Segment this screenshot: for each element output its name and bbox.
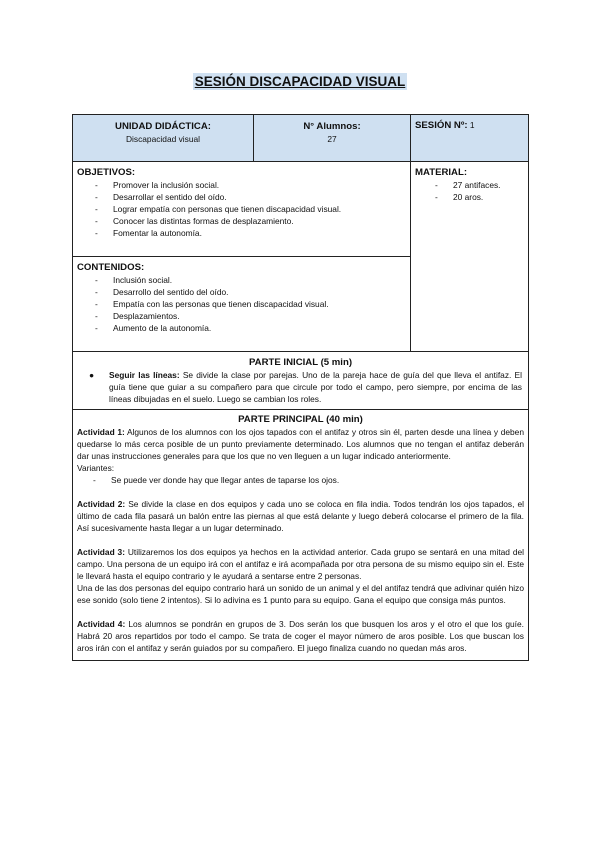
parte-inicial-row	[73, 352, 529, 410]
objetivos-list	[77, 179, 406, 239]
actividad-3	[77, 546, 524, 582]
parte-inicial-item	[87, 369, 522, 405]
list-item: - Desplazamientos.	[93, 310, 406, 322]
actividad-2-label: Actividad 2:	[77, 499, 126, 509]
unidad-cell	[73, 115, 254, 162]
actividad-2-text: Se divide la clase en dos equipos y cada uno se coloca en fila india. Todos tendrán los ojos tapados, el último de cada fila pasará un balón entre las piernas al que está delante y luego deberá colocarse el primero de la fila. Así sucesivamente hasta llegar a un lugar determinado.	[77, 499, 524, 533]
alumnos-value: 27	[327, 134, 337, 144]
spacer	[77, 534, 524, 546]
parte-principal-title: PARTE PRINCIPAL (40 min)	[238, 414, 363, 425]
header-row	[73, 115, 529, 162]
parte-inicial-text: Se divide la clase por parejas. Uno de la pareja hace de guía del que lleva el antifaz. El guía tiene que guiar a su compañero para que circule por todo el campo, pero siempre, por encima de las líneas dibujadas en el suelo. Luego se cambian los roles.	[109, 370, 522, 404]
contenidos-list	[77, 274, 406, 334]
sesion-label: SESIÓN Nº:	[415, 120, 468, 131]
parte-principal-row	[73, 410, 529, 661]
contenidos-title: CONTENIDOS:	[77, 262, 145, 273]
list-item: - Desarrollar el sentido del oído.	[93, 191, 406, 203]
list-item: - 27 antifaces.	[433, 179, 524, 191]
list-item: - Desarrollo del sentido del oído.	[93, 286, 406, 298]
actividad-2	[77, 498, 524, 534]
session-table	[72, 114, 529, 661]
actividad-4-text: Los alumnos se pondrán en grupos de 3. Dos serán los que busquen los aros y el otro el que los guíe. Habrá 20 aros repartidos por todo el campo. Se trata de coger el mayor número de aros posible. Los que buscan los aros irán con el antifaz y serán guiados por su compañero. El juego finaliza cuando no quedan más aros.	[77, 619, 524, 653]
material-title: MATERIAL:	[415, 167, 468, 178]
list-item: - Empatía con las personas que tienen discapacidad visual.	[93, 298, 406, 310]
contenidos-cell	[73, 257, 411, 352]
document-title: SESIÓN DISCAPACIDAD VISUAL	[194, 74, 406, 89]
alumnos-cell	[254, 115, 411, 162]
parte-inicial-cell	[73, 352, 529, 410]
objetivos-title: OBJETIVOS:	[77, 167, 136, 178]
alumnos-label: N° Alumnos:	[303, 121, 361, 132]
actividad-1-text: Algunos de los alumnos con los ojos tapados con el antifaz y otros sin él, parten desde una línea y deben quedarse lo más cerca posible de un punto previamente determinado. Los alumnos que no tengan el antifaz deberán dar unas instrucciones generales para que los que no ven lleguen a un lugar indicado anteriormente.	[77, 427, 524, 461]
list-item: - 20 aros.	[433, 191, 524, 203]
list-item: - Aumento de la autonomía.	[93, 322, 406, 334]
list-item: - Conocer las distintas formas de desplazamiento.	[93, 215, 406, 227]
material-cell	[411, 162, 529, 352]
parte-principal-cell	[73, 410, 529, 661]
unidad-label: UNIDAD DIDÁCTICA:	[115, 121, 211, 132]
list-item: - Inclusión social.	[93, 274, 406, 286]
actividad-1	[77, 426, 524, 462]
parte-inicial-label: Seguir las líneas:	[109, 370, 180, 380]
actividad-3-continued: Una de las dos personas del equipo contrario hará un sonido de un animal y el del antifaz tendrá que adivinar quién hizo ese sonido (solo tiene 2 intentos). Si lo adivina es 1 punto para su equipo. Gana el equipo que consiga más puntos.	[77, 583, 524, 605]
unidad-value: Discapacidad visual	[125, 134, 201, 144]
objetivos-cell	[73, 162, 411, 257]
material-list	[415, 179, 524, 203]
list-item: - Fomentar la autonomía.	[93, 227, 406, 239]
parte-inicial-title: PARTE INICIAL (5 min)	[248, 357, 353, 368]
list-item: - Promover la inclusión social.	[93, 179, 406, 191]
actividad-4	[77, 618, 524, 654]
bullet-icon: ●	[89, 370, 95, 380]
variantes-list	[77, 474, 524, 486]
objetivos-row	[73, 162, 529, 257]
list-item: - Se puede ver donde hay que llegar antes de taparse los ojos.	[91, 474, 524, 486]
actividad-4-label: Actividad 4:	[77, 619, 126, 629]
actividad-1-label: Actividad 1:	[77, 427, 125, 437]
list-item: - Lograr empatía con personas que tienen discapacidad visual.	[93, 203, 406, 215]
sesion-value: 1	[469, 120, 475, 130]
document-title-wrap	[0, 73, 600, 91]
spacer	[77, 486, 524, 498]
actividad-3-label: Actividad 3:	[77, 547, 125, 557]
spacer	[77, 606, 524, 618]
sesion-cell	[411, 115, 529, 162]
variantes-label: Variantes:	[77, 463, 115, 473]
actividad-3-text: Utilizaremos los dos equipos ya hechos en la actividad anterior. Cada grupo se sentará en una mitad del campo. Una persona de un equipo irá con el antifaz e irá acompañada por otra persona de su mismo equipo sin el. Este le llevará hasta el equipo contrario y le ayudará a sentarse entre 2 personas.	[77, 547, 524, 581]
